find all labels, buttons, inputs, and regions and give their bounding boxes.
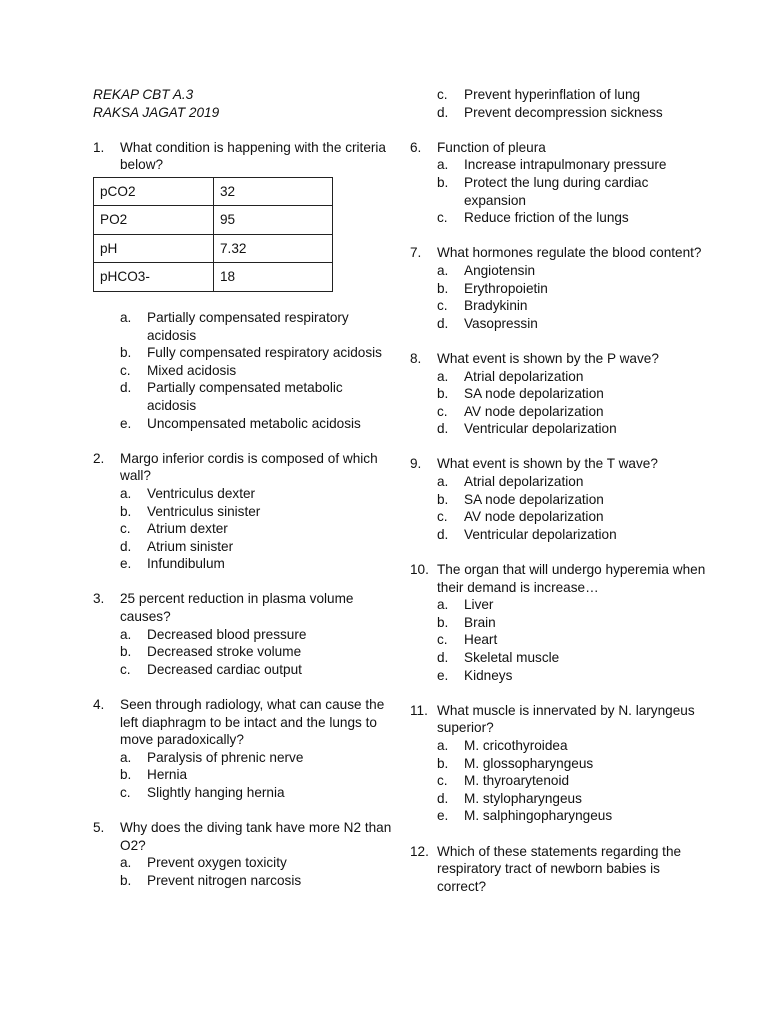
table-row — [94, 234, 333, 263]
table-row — [94, 177, 333, 206]
option-letter: b. — [120, 644, 132, 660]
option-item — [437, 667, 710, 685]
option-text: Skeletal muscle — [464, 650, 560, 665]
option-text: Prevent oxygen toxicity — [147, 855, 287, 871]
option-text: Erythropoietin — [464, 280, 548, 296]
option-text: Mixed acidosis — [147, 362, 237, 378]
question-number: 2. — [93, 450, 105, 466]
question-2 — [93, 450, 393, 573]
option-item — [120, 766, 393, 784]
options-list — [120, 854, 393, 889]
option-item — [437, 209, 710, 227]
option-item — [120, 643, 393, 661]
question-10 — [410, 561, 710, 684]
option-text: Reduce friction of the lungs — [464, 210, 629, 226]
option-text: Uncompensated metabolic acidosis — [147, 415, 361, 431]
option-item — [120, 555, 393, 573]
question-11 — [410, 702, 710, 825]
option-letter: c. — [437, 298, 448, 314]
option-item — [437, 174, 710, 209]
option-text: SA node depolarization — [464, 491, 604, 507]
option-text: Angiotensin — [464, 262, 536, 278]
option-item — [437, 790, 710, 808]
option-text: Atrium dexter — [147, 521, 228, 537]
option-letter: b. — [437, 386, 449, 402]
option-text: Decreased cardiac output — [147, 661, 302, 677]
left-column — [93, 86, 393, 890]
option-text: Partially compensated metabolic acidosis — [147, 380, 343, 413]
option-item — [437, 508, 710, 526]
question-text: Which of these statements regarding the respiratory tract of newborn babies is correct? — [437, 843, 682, 894]
options-list — [120, 485, 393, 573]
option-item — [120, 749, 393, 767]
option-letter: a. — [437, 597, 449, 613]
question-6 — [410, 139, 710, 227]
option-text: Atrial depolarization — [464, 474, 584, 490]
option-text: Ventriculus sinister — [147, 503, 261, 519]
option-item — [437, 737, 710, 755]
option-letter: c. — [120, 362, 131, 378]
table-cell: pHCO3- — [94, 263, 214, 292]
option-letter: c. — [437, 87, 448, 102]
option-letter: a. — [120, 749, 132, 765]
option-letter: b. — [437, 614, 449, 630]
option-item — [437, 368, 710, 386]
option-text: Slightly hanging hernia — [147, 785, 285, 800]
option-text: Ventriculus dexter — [147, 485, 256, 501]
question-text: Seen through radiology, what can cause the left diaphragm to be intact and the lungs to move paradoxically? — [120, 697, 385, 748]
option-letter: d. — [437, 526, 449, 542]
option-item — [437, 631, 710, 649]
doc-subtitle: RAKSA JAGAT 2019 — [93, 104, 220, 120]
question-text: What muscle is innervated by N. laryngeus superior? — [437, 702, 695, 736]
table-cell: pH — [94, 234, 214, 263]
option-letter: c. — [120, 785, 131, 800]
option-item — [120, 379, 393, 414]
option-text: Fully compensated respiratory acidosis — [147, 345, 382, 361]
option-text: Infundibulum — [147, 556, 225, 572]
option-letter: d. — [437, 104, 449, 120]
option-item — [120, 344, 393, 362]
table-cell: 32 — [214, 177, 333, 206]
option-letter: d. — [120, 380, 132, 396]
option-letter: c. — [120, 661, 131, 677]
question-text: The organ that will undergo hyperemia when their demand is increase… — [437, 562, 706, 595]
option-letter: d. — [437, 650, 449, 665]
table-cell: PO2 — [94, 206, 214, 235]
option-item — [437, 385, 710, 403]
option-letter: d. — [437, 790, 449, 806]
option-text: Partially compensated respiratory acidosis — [147, 309, 349, 343]
option-text: Vasopressin — [464, 315, 538, 331]
option-letter: a. — [437, 474, 449, 490]
option-letter: b. — [120, 345, 132, 361]
option-text: Increase intrapulmonary pressure — [464, 157, 667, 173]
option-letter: c. — [120, 521, 131, 537]
question-number: 11. — [410, 702, 428, 718]
option-text: AV node depolarization — [464, 509, 604, 525]
question-5 — [93, 819, 393, 889]
option-item — [120, 485, 393, 503]
question-number: 1. — [93, 139, 105, 155]
table-row — [94, 206, 333, 235]
option-letter: e. — [437, 808, 449, 824]
option-text: Prevent decompression sickness — [464, 104, 663, 120]
option-text: Protect the lung during cardiac expansion — [464, 174, 649, 208]
option-letter: a. — [437, 262, 449, 278]
option-text: Atrial depolarization — [464, 368, 584, 384]
question-text: Margo inferior cordis is composed of which wall? — [120, 450, 378, 484]
option-item — [120, 784, 393, 802]
option-letter: a. — [120, 855, 132, 871]
question-text: What event is shown by the T wave? — [437, 456, 658, 472]
option-letter: c. — [437, 509, 448, 525]
question-number: 4. — [93, 697, 105, 713]
option-item — [437, 280, 710, 298]
option-text: M. glossopharyngeus — [464, 755, 594, 771]
question-number: 5. — [93, 820, 105, 836]
option-letter: b. — [120, 872, 132, 888]
option-text: Decreased stroke volume — [147, 644, 302, 660]
option-text: Kidneys — [464, 667, 513, 683]
right-column — [410, 86, 710, 895]
table-row — [94, 263, 333, 292]
question-text: Function of pleura — [437, 139, 546, 155]
table-cell: pCO2 — [94, 177, 214, 206]
question-text: What hormones regulate the blood content? — [437, 245, 702, 261]
option-text: Brain — [464, 614, 496, 630]
option-letter: b. — [437, 174, 449, 190]
option-text: Ventricular depolarization — [464, 421, 617, 437]
option-text: Prevent hyperinflation of lung — [464, 87, 641, 102]
option-item — [437, 403, 710, 421]
option-text: Atrium sinister — [147, 538, 234, 554]
option-letter: b. — [437, 491, 449, 507]
question-number: 6. — [410, 139, 422, 155]
question-number: 10. — [410, 562, 429, 578]
question-text: 25 percent reduction in plasma volume causes? — [120, 591, 354, 625]
option-text: Ventricular depolarization — [464, 526, 617, 542]
question-8 — [410, 350, 710, 438]
question-text: What condition is happening with the criteria below? — [120, 139, 386, 173]
doc-title: REKAP CBT A.3 — [93, 87, 194, 102]
question-number: 8. — [410, 350, 422, 366]
option-text: Liver — [464, 597, 494, 613]
question-text: Why does the diving tank have more N2 than O2? — [120, 820, 392, 853]
question-1 — [93, 139, 393, 432]
options-list — [437, 473, 710, 543]
option-item — [437, 262, 710, 280]
option-text: M. thyroarytenoid — [464, 773, 570, 789]
options-list — [120, 626, 393, 679]
option-letter: c. — [437, 210, 448, 226]
option-letter: a. — [120, 626, 132, 642]
options-list — [120, 309, 393, 432]
table-cell: 95 — [214, 206, 333, 235]
option-text: M. cricothyroidea — [464, 737, 568, 753]
table-cell: 7.32 — [214, 234, 333, 263]
question-9 — [410, 455, 710, 543]
option-item — [120, 362, 393, 380]
question-12 — [410, 843, 710, 896]
option-item — [120, 854, 393, 872]
question-7 — [410, 244, 710, 332]
question-number: 12. — [410, 843, 429, 859]
table-cell: 18 — [214, 263, 333, 292]
option-item — [120, 626, 393, 644]
option-letter: e. — [120, 556, 132, 572]
question-text: What event is shown by the P wave? — [437, 350, 659, 366]
option-letter: c. — [437, 773, 448, 789]
option-item — [437, 614, 710, 632]
question-number: 9. — [410, 456, 422, 472]
option-letter: b. — [437, 280, 449, 296]
question-4 — [93, 696, 393, 802]
option-item — [437, 807, 710, 825]
option-letter: b. — [120, 503, 132, 519]
option-text: Bradykinin — [464, 298, 528, 314]
option-item — [437, 596, 710, 614]
option-item — [437, 420, 710, 438]
option-text: M. salphingopharyngeus — [464, 808, 613, 824]
option-text: Paralysis of phrenic nerve — [147, 749, 304, 765]
option-item — [437, 755, 710, 773]
option-letter: c. — [437, 632, 448, 648]
option-item — [120, 309, 393, 344]
options-list — [437, 368, 710, 438]
option-item — [437, 772, 710, 790]
option-item — [120, 661, 393, 679]
option-text: Prevent nitrogen narcosis — [147, 872, 302, 888]
option-item — [437, 104, 710, 122]
option-text: SA node depolarization — [464, 386, 604, 402]
option-letter: a. — [437, 157, 449, 173]
option-letter: d. — [437, 421, 449, 437]
question-3 — [93, 590, 393, 678]
option-item — [437, 156, 710, 174]
option-letter: d. — [120, 538, 132, 554]
option-item — [437, 315, 710, 333]
options-list — [437, 262, 710, 332]
criteria-table — [93, 177, 333, 292]
question-number: 3. — [93, 591, 105, 607]
option-item — [120, 415, 393, 433]
option-letter: a. — [120, 309, 132, 325]
option-letter: c. — [437, 403, 448, 419]
option-item — [437, 86, 710, 104]
option-item — [120, 538, 393, 556]
option-letter: d. — [437, 315, 449, 331]
options-list — [437, 156, 710, 226]
options-list-continued — [437, 86, 710, 121]
option-letter: e. — [120, 415, 132, 431]
option-item — [120, 503, 393, 521]
option-letter: a. — [437, 737, 449, 753]
option-item — [437, 297, 710, 315]
option-text: AV node depolarization — [464, 403, 604, 419]
option-item — [120, 872, 393, 890]
option-item — [437, 649, 710, 667]
option-item — [437, 526, 710, 544]
option-text: Heart — [464, 632, 498, 648]
options-list — [437, 596, 710, 684]
option-text: M. stylopharyngeus — [464, 790, 582, 806]
option-item — [120, 520, 393, 538]
option-letter: e. — [437, 667, 449, 683]
option-text: Decreased blood pressure — [147, 626, 307, 642]
option-letter: b. — [437, 755, 449, 771]
options-list — [437, 737, 710, 825]
option-text: Hernia — [147, 767, 188, 783]
option-item — [437, 491, 710, 509]
question-number: 7. — [410, 245, 422, 261]
option-letter: b. — [120, 767, 132, 783]
option-letter: a. — [437, 368, 449, 384]
option-letter: a. — [120, 485, 132, 501]
options-list — [120, 749, 393, 802]
option-item — [437, 473, 710, 491]
